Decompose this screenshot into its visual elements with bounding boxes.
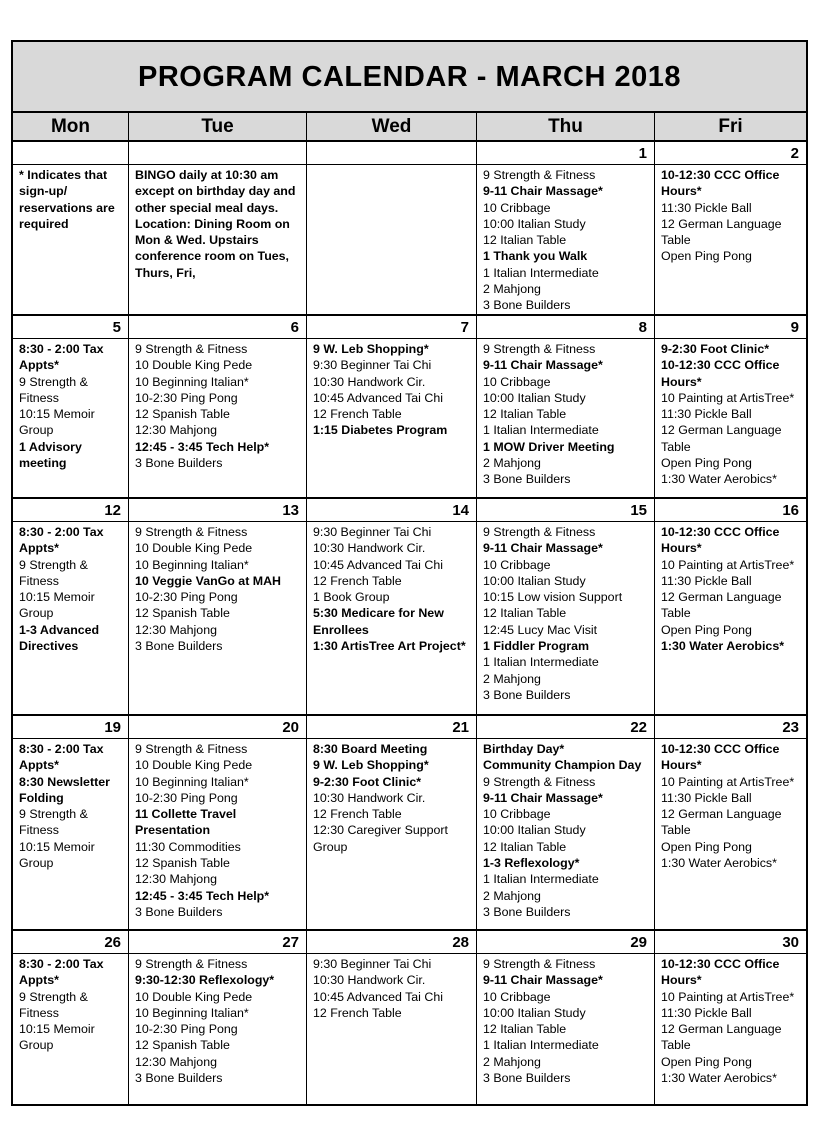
event-item: Birthday Day* [483, 742, 565, 756]
event-list [129, 165, 306, 281]
event-item: 9 Strength & Fitness [19, 807, 88, 838]
event-item: 9-2:30 Foot Clinic* [313, 774, 422, 789]
event-item: 1:30 Water Aerobics* [661, 639, 785, 654]
event-item: 2 Mahjong [483, 888, 541, 903]
event-item: 1:30 Water Aerobics* [661, 856, 777, 871]
event-item: 10-12:30 CCC Office Hours* [661, 742, 780, 773]
day-header-mon: Mon [13, 113, 129, 142]
day-header-wed: Wed [307, 113, 477, 142]
event-item: 12 Italian Table [483, 839, 567, 854]
event-item: 10 Cribbage [483, 807, 551, 822]
event-item: 9-11 Chair Massage* [483, 541, 603, 556]
date-number: 15 [477, 499, 654, 522]
day-cell [655, 316, 806, 499]
event-item: 1 Italian Intermediate [483, 872, 599, 887]
event-item: 10 Cribbage [483, 989, 551, 1004]
event-item: 3 Bone Builders [483, 687, 571, 702]
event-item: 2 Mahjong [483, 671, 541, 686]
event-item: 9 Strength & Fitness [135, 957, 248, 971]
calendar [11, 40, 808, 1106]
event-item: 9 Strength & Fitness [483, 957, 596, 971]
date-number: 6 [129, 316, 306, 339]
date-number: 19 [13, 716, 128, 739]
event-item: 8:30 - 2:00 Tax Appts* [19, 342, 104, 373]
event-item: 10:45 Advanced Tai Chi [313, 557, 443, 572]
event-item: 10-12:30 CCC Office Hours* [661, 358, 780, 389]
calendar-title: PROGRAM CALENDAR - MARCH 2018 [13, 42, 806, 113]
event-item: Open Ping Pong [661, 839, 752, 854]
event-item: 9 W. Leb Shopping* [313, 342, 429, 356]
day-cell [655, 499, 806, 716]
event-item: 10:00 Italian Study [483, 216, 586, 231]
event-item: 9 Strength & Fitness [19, 989, 88, 1020]
event-item: 10-12:30 CCC Office Hours* [661, 957, 780, 988]
event-item: 11:30 Pickle Ball [661, 790, 752, 805]
day-cell [307, 931, 477, 1104]
event-item: 10-12:30 CCC Office Hours* [661, 525, 780, 556]
event-item: 1:15 Diabetes Program [313, 423, 448, 438]
event-list [307, 522, 476, 654]
event-item: 8:30 - 2:00 Tax Appts* [19, 742, 104, 773]
event-item: 12:45 - 3:45 Tech Help* [135, 888, 270, 903]
event-list [307, 165, 476, 167]
event-item: 12 German Language Table [661, 1022, 782, 1053]
event-item: 9:30 Beginner Tai Chi [313, 358, 432, 373]
event-item: 9:30 Beginner Tai Chi [313, 957, 432, 971]
event-item: 10 Painting at ArtisTree* [661, 989, 795, 1004]
event-list [13, 954, 128, 1054]
event-item: 12 French Table [313, 1005, 402, 1020]
event-item: 10 Beginning Italian* [135, 1005, 249, 1020]
event-item: 9:30-12:30 Reflexology* [135, 973, 275, 988]
event-item: 11:30 Pickle Ball [661, 407, 752, 422]
date-number: 21 [307, 716, 476, 739]
event-item: 10-12:30 CCC Office Hours* [661, 168, 780, 199]
event-item: 12 Italian Table [483, 606, 567, 621]
date-number [13, 142, 128, 165]
event-item: 11:30 Commodities [135, 839, 241, 854]
event-item: 1-3 Reflexology* [483, 856, 580, 871]
event-item: 9 Strength & Fitness [483, 168, 596, 182]
event-item: Open Ping Pong [661, 622, 752, 637]
day-cell [307, 316, 477, 499]
event-item: 9:30 Beginner Tai Chi [313, 525, 432, 539]
day-cell [13, 499, 129, 716]
day-header-fri: Fri [655, 113, 806, 142]
date-number: 20 [129, 716, 306, 739]
event-item: 9 Strength & Fitness [19, 557, 88, 588]
day-cell [13, 142, 129, 316]
event-item: Community Champion Day [483, 758, 642, 773]
event-item: 2 Mahjong [483, 456, 541, 471]
day-cell [13, 716, 129, 931]
event-list [655, 339, 806, 488]
event-item: 10 Cribbage [483, 374, 551, 389]
day-cell [307, 142, 477, 316]
event-item: 10-2:30 Ping Pong [135, 1022, 238, 1037]
date-number: 14 [307, 499, 476, 522]
event-item: 12 Italian Table [483, 233, 567, 248]
event-item: 12:45 - 3:45 Tech Help* [135, 439, 270, 454]
event-item: 1 Fiddler Program [483, 639, 590, 654]
event-item: 3 Bone Builders [135, 639, 223, 654]
event-item: 12 German Language Table [661, 216, 782, 248]
event-item: 12 Italian Table [483, 407, 567, 422]
event-list [655, 739, 806, 871]
event-list [477, 954, 654, 1086]
event-item: 12 Spanish Table [135, 856, 230, 871]
event-item: 9-11 Chair Massage* [483, 973, 603, 988]
event-item: 10 Beginning Italian* [135, 557, 249, 572]
event-item: 1 Italian Intermediate [483, 1038, 599, 1053]
event-item: 10:45 Advanced Tai Chi [313, 390, 443, 405]
event-list [655, 522, 806, 654]
event-item: 1 Italian Intermediate [483, 423, 599, 438]
date-number: 5 [13, 316, 128, 339]
event-item: 9-11 Chair Massage* [483, 358, 603, 373]
event-item: 10:30 Handwork Cir. [313, 541, 426, 556]
date-number: 16 [655, 499, 806, 522]
day-cell [307, 716, 477, 931]
date-number: 8 [477, 316, 654, 339]
event-item: 10-2:30 Ping Pong [135, 790, 238, 805]
event-item: 1-3 Advanced Directives [19, 622, 100, 654]
date-number: 1 [477, 142, 654, 165]
event-list [129, 739, 306, 920]
event-item: 1:30 Water Aerobics* [661, 1071, 777, 1086]
event-item: 1 Italian Intermediate [483, 655, 599, 670]
event-item: 12 German Language Table [661, 807, 782, 838]
event-item: 10:00 Italian Study [483, 573, 586, 588]
event-item: 10:15 Memoir Group [19, 407, 95, 438]
event-item: 2 Mahjong [483, 1054, 541, 1069]
event-item: 12 Spanish Table [135, 606, 230, 621]
event-list [129, 522, 306, 654]
event-item: 12 Spanish Table [135, 407, 230, 422]
event-item: 10:30 Handwork Cir. [313, 790, 426, 805]
event-item: 11 Collette Travel Presentation [135, 807, 237, 838]
event-list [307, 739, 476, 855]
event-item: 10 Double King Pede [135, 358, 253, 373]
date-number: 30 [655, 931, 806, 954]
event-item: 9 Strength & Fitness [483, 342, 596, 356]
event-item: 9-11 Chair Massage* [483, 184, 603, 199]
day-cell [655, 142, 806, 316]
event-item: 12 French Table [313, 407, 402, 422]
event-list [307, 954, 476, 1021]
date-number: 9 [655, 316, 806, 339]
event-item: 8:30 - 2:00 Tax Appts* [19, 957, 104, 988]
event-item: Open Ping Pong [661, 456, 752, 471]
day-cell [477, 316, 655, 499]
event-item: 10:15 Memoir Group [19, 590, 95, 621]
event-item: 10:00 Italian Study [483, 390, 586, 405]
event-item: 12:30 Mahjong [135, 1054, 217, 1069]
date-number: 2 [655, 142, 806, 165]
event-item: 10 Painting at ArtisTree* [661, 390, 795, 405]
event-item: 1 Book Group [313, 590, 390, 605]
event-item: 1 MOW Driver Meeting [483, 439, 615, 454]
date-number [129, 142, 306, 165]
event-item: 10 Beginning Italian* [135, 774, 249, 789]
event-item: 10:15 Memoir Group [19, 1022, 95, 1053]
event-item: 10:15 Low vision Support [483, 590, 623, 605]
event-item: 10:30 Handwork Cir. [313, 973, 426, 988]
day-cell [13, 931, 129, 1104]
day-cell [129, 716, 307, 931]
event-list [477, 522, 654, 703]
event-list [13, 339, 128, 471]
event-item: 8:30 Newsletter Folding [19, 774, 110, 805]
event-item: 11:30 Pickle Ball [661, 1005, 752, 1020]
event-list [477, 739, 654, 920]
event-list [477, 339, 654, 488]
event-item: 11:30 Pickle Ball [661, 200, 752, 215]
event-list [655, 954, 806, 1086]
event-item: 10:30 Handwork Cir. [313, 374, 426, 389]
event-item: 12:30 Mahjong [135, 872, 217, 887]
event-item: 2 Mahjong [483, 282, 541, 297]
date-number: 7 [307, 316, 476, 339]
event-item: 12:30 Mahjong [135, 423, 217, 438]
day-header-thu: Thu [477, 113, 655, 142]
date-number: 22 [477, 716, 654, 739]
event-item: 1 Italian Intermediate [483, 265, 599, 280]
event-item: 10:15 Memoir Group [19, 839, 95, 871]
event-list [129, 339, 306, 471]
event-item: 3 Bone Builders [483, 904, 571, 919]
event-item: Open Ping Pong [661, 249, 752, 264]
event-item: 12 Italian Table [483, 1022, 567, 1037]
event-item: 10 Cribbage [483, 200, 551, 215]
day-cell [477, 716, 655, 931]
event-item: 9 Strength & Fitness [19, 374, 88, 405]
event-item: 10 Double King Pede [135, 989, 253, 1004]
event-item: 9 Strength & Fitness [135, 742, 248, 756]
day-cell [129, 142, 307, 316]
date-number: 26 [13, 931, 128, 954]
event-item: Open Ping Pong [661, 1054, 752, 1069]
event-item: 1:30 Water Aerobics* [661, 472, 777, 487]
date-number: 13 [129, 499, 306, 522]
day-cell [13, 316, 129, 499]
event-item: 10 Painting at ArtisTree* [661, 557, 795, 572]
event-item: 3 Bone Builders [483, 1071, 571, 1086]
day-cell [477, 931, 655, 1104]
day-cell [129, 316, 307, 499]
event-item: 3 Bone Builders [483, 298, 571, 313]
event-item: 10 Double King Pede [135, 541, 253, 556]
event-item: 8:30 - 2:00 Tax Appts* [19, 525, 104, 556]
event-item: 3 Bone Builders [135, 904, 223, 919]
date-number: 12 [13, 499, 128, 522]
event-item: 10-2:30 Ping Pong [135, 390, 238, 405]
event-item: 10 Beginning Italian* [135, 374, 249, 389]
event-item: 12 Spanish Table [135, 1038, 230, 1053]
event-item: 9 Strength & Fitness [483, 774, 596, 789]
event-list [129, 954, 306, 1086]
event-list [13, 522, 128, 654]
event-item: 1 Thank you Walk [483, 249, 588, 264]
event-item: 12 German Language Table [661, 590, 782, 621]
event-item: 12 French Table [313, 573, 402, 588]
event-item: 12:30 Caregiver Support Group [313, 823, 449, 854]
event-item: 12:30 Mahjong [135, 622, 217, 637]
event-item: 10 Painting at ArtisTree* [661, 774, 795, 789]
event-list [13, 165, 128, 232]
day-cell [129, 931, 307, 1104]
event-item: 8:30 Board Meeting [313, 742, 428, 756]
event-item: 10-2:30 Ping Pong [135, 590, 238, 605]
event-item: 10:45 Advanced Tai Chi [313, 989, 443, 1004]
event-item: BINGO daily at 10:30 am except on birthday day and other special meal days. Location: Dining Room on Mon & Wed. Upstairs conference room on Tues, Thurs, Fri, [135, 168, 296, 280]
event-item: 10 Veggie VanGo at MAH [135, 573, 281, 588]
date-number: 23 [655, 716, 806, 739]
event-item: 9 W. Leb Shopping* [313, 758, 429, 773]
event-item: 9-11 Chair Massage* [483, 790, 603, 805]
event-item: 9 Strength & Fitness [135, 525, 248, 539]
day-cell [655, 716, 806, 931]
event-item: 11:30 Pickle Ball [661, 573, 752, 588]
event-item: 9-2:30 Foot Clinic* [661, 342, 770, 356]
event-item: * Indicates that sign-up/ reservations are required [19, 168, 115, 231]
day-header-tue: Tue [129, 113, 307, 142]
day-cell [129, 499, 307, 716]
event-item: 3 Bone Builders [483, 472, 571, 487]
event-list [13, 739, 128, 871]
day-cell [477, 142, 655, 316]
event-item: 10 Double King Pede [135, 758, 253, 773]
event-list [307, 339, 476, 439]
event-item: 3 Bone Builders [135, 1071, 223, 1086]
event-item: 12:45 Lucy Mac Visit [483, 622, 598, 637]
date-number: 28 [307, 931, 476, 954]
day-cell [655, 931, 806, 1104]
day-cell [307, 499, 477, 716]
event-item: 1 Advisory meeting [19, 439, 82, 471]
date-number [307, 142, 476, 165]
event-list [655, 165, 806, 265]
event-item: 3 Bone Builders [135, 456, 223, 471]
event-item: 1:30 ArtisTree Art Project* [313, 639, 466, 654]
event-item: 10:00 Italian Study [483, 1005, 586, 1020]
day-cell [477, 499, 655, 716]
event-item: 10 Cribbage [483, 557, 551, 572]
date-number: 27 [129, 931, 306, 954]
event-item: 5:30 Medicare for New Enrollees [313, 606, 444, 637]
event-item: 12 German Language Table [661, 423, 782, 454]
date-number: 29 [477, 931, 654, 954]
event-item: 12 French Table [313, 807, 402, 822]
event-item: 10:00 Italian Study [483, 823, 586, 838]
event-item: 9 Strength & Fitness [483, 525, 596, 539]
event-list [477, 165, 654, 314]
event-item: 9 Strength & Fitness [135, 342, 248, 356]
